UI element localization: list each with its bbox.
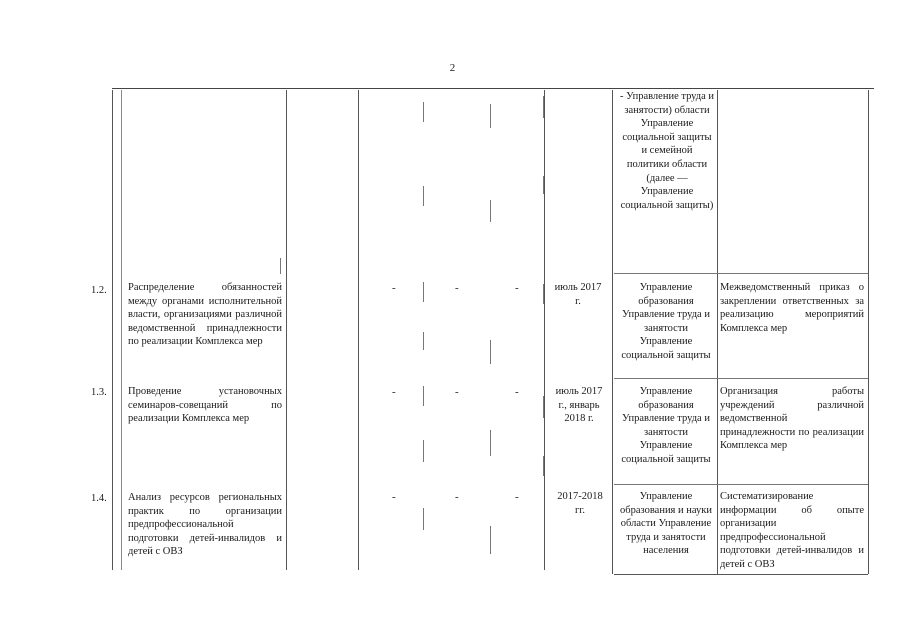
scan-artifact [280, 258, 281, 274]
row-number: 1.2. [91, 285, 107, 296]
column-value: - [392, 491, 396, 503]
term-text: июль 2017 г. [554, 282, 602, 307]
responsible-text: Управление образования Управление труда и занятости Управление социальной защиты [621, 282, 711, 361]
column-divider [286, 90, 287, 570]
row-number: 1.4. [91, 493, 107, 504]
column-value: - [455, 282, 459, 294]
column-value: - [392, 282, 396, 294]
result-text: Межведомственный приказ о закреплении ответственных за реализацию мероприятий Комплекса мер [720, 282, 864, 334]
column-divider [358, 90, 359, 570]
responsible-text: Управление образования Управление труда и занятости Управление социальной защиты [621, 386, 711, 465]
table-left-border [112, 90, 113, 570]
term-text: июль 2017 г., январь 2018 г. [555, 386, 603, 425]
column-value: - [455, 491, 459, 503]
column-value: - [515, 386, 519, 398]
row-border [614, 273, 868, 274]
row-number: 1.3. [91, 387, 107, 398]
scan-artifact [423, 102, 424, 122]
result-text: Систематизирование информации об опыте организации предпрофессиональной подготовки детей-инвалидов и детей с ОВЗ [720, 491, 864, 570]
scan-artifact [423, 332, 424, 350]
scan-artifact [543, 96, 544, 118]
scan-artifact [423, 440, 424, 462]
scan-artifact [490, 200, 491, 222]
result-text: Организация работы учреждений различной ведомственной принадлежности по реализации Комплекса мер [720, 386, 864, 452]
row-border [614, 378, 868, 379]
event-text: Распределение обязанностей между органами исполнительной власти, организациями различной ведомственной принадлежности по реализации Комплекса мер [128, 282, 282, 348]
scan-artifact [490, 430, 491, 456]
event-text: Проведение установочных семинаров-совещаний по реализации Комплекса мер [128, 386, 282, 425]
continuation-responsible: - Управление труда и занятости) области Управление социальной защиты и семейной политики области (далее — Управление социальной защиты) [619, 91, 715, 211]
table-right-border [868, 90, 869, 574]
page-number: 2 [449, 62, 456, 74]
column-value: - [455, 386, 459, 398]
term-text: 2017-2018 гг. [557, 491, 603, 516]
column-value: - [515, 282, 519, 294]
scan-artifact [543, 396, 544, 418]
scan-artifact [490, 104, 491, 128]
column-divider [544, 90, 545, 570]
table-top-border [112, 88, 874, 89]
column-value: - [515, 491, 519, 503]
event-text: Анализ ресурсов региональных практик по организации предпрофессиональной подготовки детей-инвалидов и детей с ОВЗ [128, 492, 282, 558]
scan-artifact [543, 284, 544, 304]
responsible-text: Управление образования и науки области Управление труда и занятости населения [620, 491, 712, 557]
row-border [614, 484, 868, 485]
scan-artifact [423, 186, 424, 206]
column-divider [717, 90, 718, 574]
scan-artifact [490, 340, 491, 364]
scan-artifact [423, 282, 424, 302]
scan-artifact [423, 508, 424, 530]
scan-artifact [490, 526, 491, 554]
column-value: - [392, 386, 396, 398]
scan-artifact [543, 456, 544, 476]
row-border [614, 574, 868, 575]
column-divider [121, 90, 122, 570]
scan-artifact [423, 386, 424, 406]
column-divider [612, 90, 613, 574]
scan-artifact [543, 176, 544, 194]
